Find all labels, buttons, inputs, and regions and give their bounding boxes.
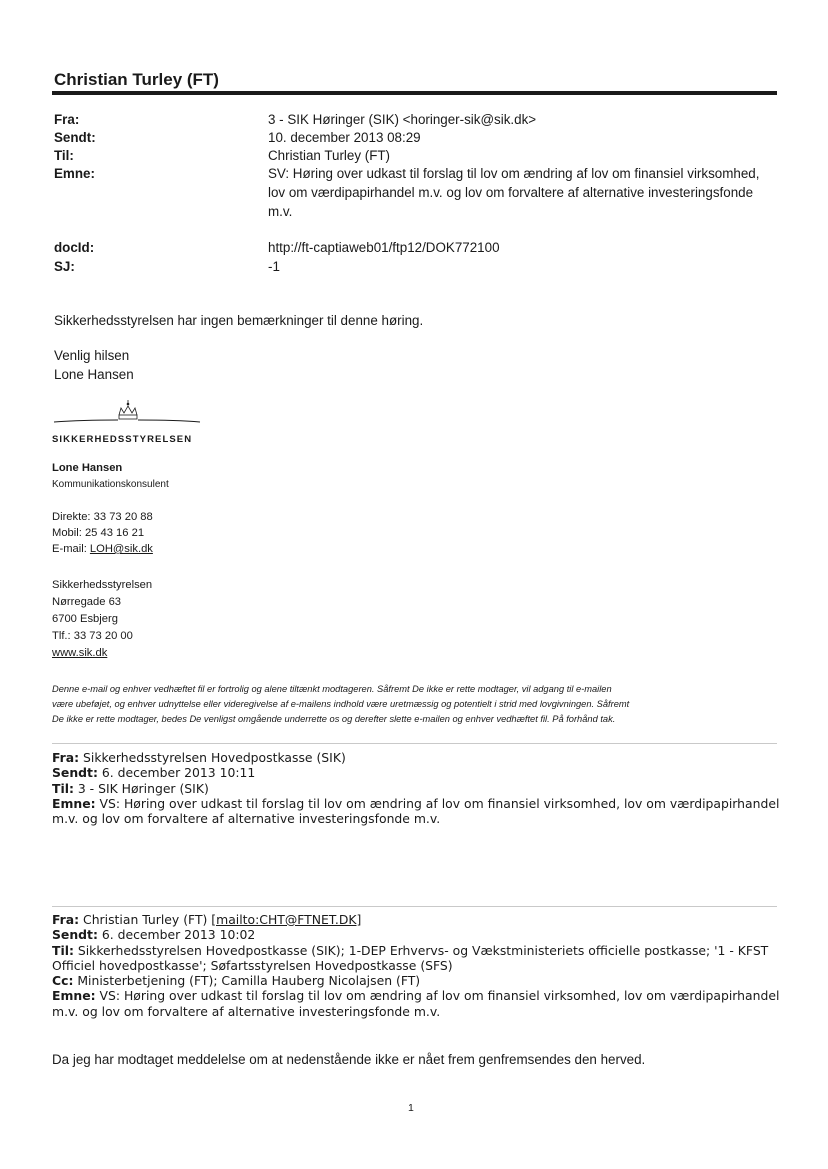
- fwd2-subject-label: Emne:: [52, 988, 96, 1004]
- fwd2-cc-value: Ministerbetjening (FT); Camilla Hauberg Nicolajsen (FT): [73, 973, 421, 989]
- signature-name: Lone Hansen: [52, 462, 123, 474]
- fwd1-from-row: [52, 750, 780, 765]
- subject-line-1: SV: Høring over udkast til forslag til lov om ændring af lov om finansiel virksomhed,: [268, 166, 760, 181]
- fwd2-subject-line-2: m.v. og lov om forvaltere af alternative investeringsfonde m.v.: [52, 1003, 441, 1019]
- signature-email-link[interactable]: LOH@sik.dk: [89, 543, 153, 555]
- fwd2-subject-row: [52, 988, 780, 1003]
- fwd1-subject-label: Emne:: [52, 795, 96, 811]
- fwd2-to-row: [52, 943, 780, 958]
- to-label: Til:: [54, 148, 74, 163]
- body-text: Sikkerhedsstyrelsen har ingen bemærkninger til denne høring.: [54, 313, 424, 328]
- forward-separator-1: [52, 743, 777, 744]
- fwd2-to-line-2: Officiel hovedpostkasse'; Søfartsstyrelsen Hovedpostkasse (SFS): [52, 957, 453, 973]
- forwarded-header-1: [52, 750, 780, 826]
- signature-org: Sikkerhedsstyrelsen: [52, 579, 153, 591]
- fwd1-subject-line-2: m.v. og lov om forvaltere af alternative investeringsfonde m.v.: [52, 811, 441, 827]
- document-owner-title: Christian Turley (FT): [54, 70, 219, 89]
- fwd2-sent-row: [52, 927, 780, 942]
- signer-name: Lone Hansen: [54, 367, 134, 382]
- disclaimer-line-3: De ikke er rette modtager, bedes De venligst omgående underrette os og derefter slette e-mailen og enhver vedhæftet fil. På forhånd tak.: [52, 713, 616, 724]
- fwd1-from-label: Fra:: [52, 750, 80, 765]
- sj-value: -1: [268, 259, 280, 274]
- fwd1-from-value: Sikkerhedsstyrelsen Hovedpostkasse (SIK): [79, 750, 346, 765]
- docid-label: docId:: [54, 240, 95, 255]
- signature-direct-phone: Direkte: 33 73 20 88: [52, 511, 153, 523]
- sj-label: SJ:: [54, 259, 75, 274]
- fwd2-sent-label: Sendt:: [52, 927, 98, 943]
- forwarded-header-2: [52, 912, 780, 1019]
- subject-line-3: m.v.: [268, 204, 293, 219]
- header-rule: [52, 91, 777, 95]
- to-value: Christian Turley (FT): [268, 148, 391, 163]
- sent-label: Sendt:: [54, 130, 96, 145]
- resend-note: Da jeg har modtaget meddelelse om at nedenstående ikke er nået frem genfremsendes den herved.: [52, 1052, 646, 1067]
- fwd2-from-label: Fra:: [52, 912, 80, 927]
- fwd1-subject-row: [52, 796, 780, 811]
- signature-mobile: Mobil: 25 43 16 21: [52, 527, 145, 539]
- disclaimer-line-1: Denne e-mail og enhver vedhæftet fil er fortrolig og alene tiltænkt modtageren. Såfremt De ikke er rette modtager, vil adgang til e-mailen: [52, 684, 612, 694]
- from-value: 3 - SIK Høringer (SIK) <horinger-sik@sik.dk>: [268, 112, 537, 127]
- subject-label: Emne:: [54, 166, 95, 181]
- forward-separator-2: [52, 906, 777, 907]
- fwd2-subject-line-1: VS: Høring over udkast til forslag til lov om ændring af lov om finansiel virksomhed, lov om værdipapirhandel: [95, 988, 780, 1004]
- fwd2-to-line-1: Sikkerhedsstyrelsen Hovedpostkasse (SIK); 1-DEP Erhvervs- og Vækstministeriets officielle postkasse; '1 - KFST: [73, 942, 769, 958]
- signature-title: Kommunikationskonsulent: [52, 479, 169, 490]
- fwd2-from-row: [52, 912, 780, 927]
- sent-value: 10. december 2013 08:29: [268, 130, 421, 145]
- docid-value: http://ft-captiaweb01/ftp12/DOK772100: [268, 240, 500, 255]
- signature-web-row: [52, 646, 107, 662]
- signature-email-label: E-mail:: [52, 543, 90, 555]
- fwd2-cc-row: [52, 973, 780, 988]
- signature-city: 6700 Esbjerg: [52, 613, 118, 625]
- confidentiality-disclaimer: [52, 682, 780, 726]
- fwd1-sent-value: 6. december 2013 10:11: [97, 765, 256, 781]
- fwd2-sent-value: 6. december 2013 10:02: [97, 927, 256, 943]
- signature-web-link[interactable]: www.sik.dk: [52, 647, 108, 659]
- subject-line-2: lov om værdipapirhandel m.v. og lov om forvaltere af alternative investeringsfonde: [268, 185, 754, 200]
- fwd2-cc-label: Cc:: [52, 973, 74, 989]
- greeting: Venlig hilsen: [54, 348, 130, 363]
- fwd1-sent-row: [52, 765, 780, 780]
- fwd2-to-label: Til:: [52, 942, 74, 958]
- signature-street: Nørregade 63: [52, 596, 122, 608]
- fwd1-sent-label: Sendt:: [52, 765, 98, 781]
- fwd2-mailto-link[interactable]: [mailto:CHT@FTNET.DK]: [211, 912, 362, 927]
- fwd1-to-value: 3 - SIK Høringer (SIK): [73, 780, 209, 796]
- page-number: 1: [408, 1102, 414, 1114]
- logo-wordmark: SIKKERHEDSSTYRELSEN: [52, 434, 193, 445]
- sikkerhedsstyrelsen-crown-logo: [52, 398, 202, 428]
- fwd1-to-label: Til:: [52, 780, 74, 796]
- fwd1-subject-line-1: VS: Høring over udkast til forslag til lov om ændring af lov om finansiel virksomhed, lov om værdipapirhandel: [95, 795, 780, 811]
- fwd2-from-value: Christian Turley (FT): [79, 912, 212, 927]
- disclaimer-line-2: være ubeføjet, og enhver udnyttelse eller videregivelse af e-mailens indhold være uretmæssig og potentielt i strid med lovgivningen. Såfremt: [52, 698, 630, 709]
- signature-phone: Tlf.: 33 73 20 00: [52, 630, 133, 642]
- from-label: Fra:: [54, 112, 80, 127]
- fwd1-to-row: [52, 781, 780, 796]
- signature-email-row: [52, 542, 153, 558]
